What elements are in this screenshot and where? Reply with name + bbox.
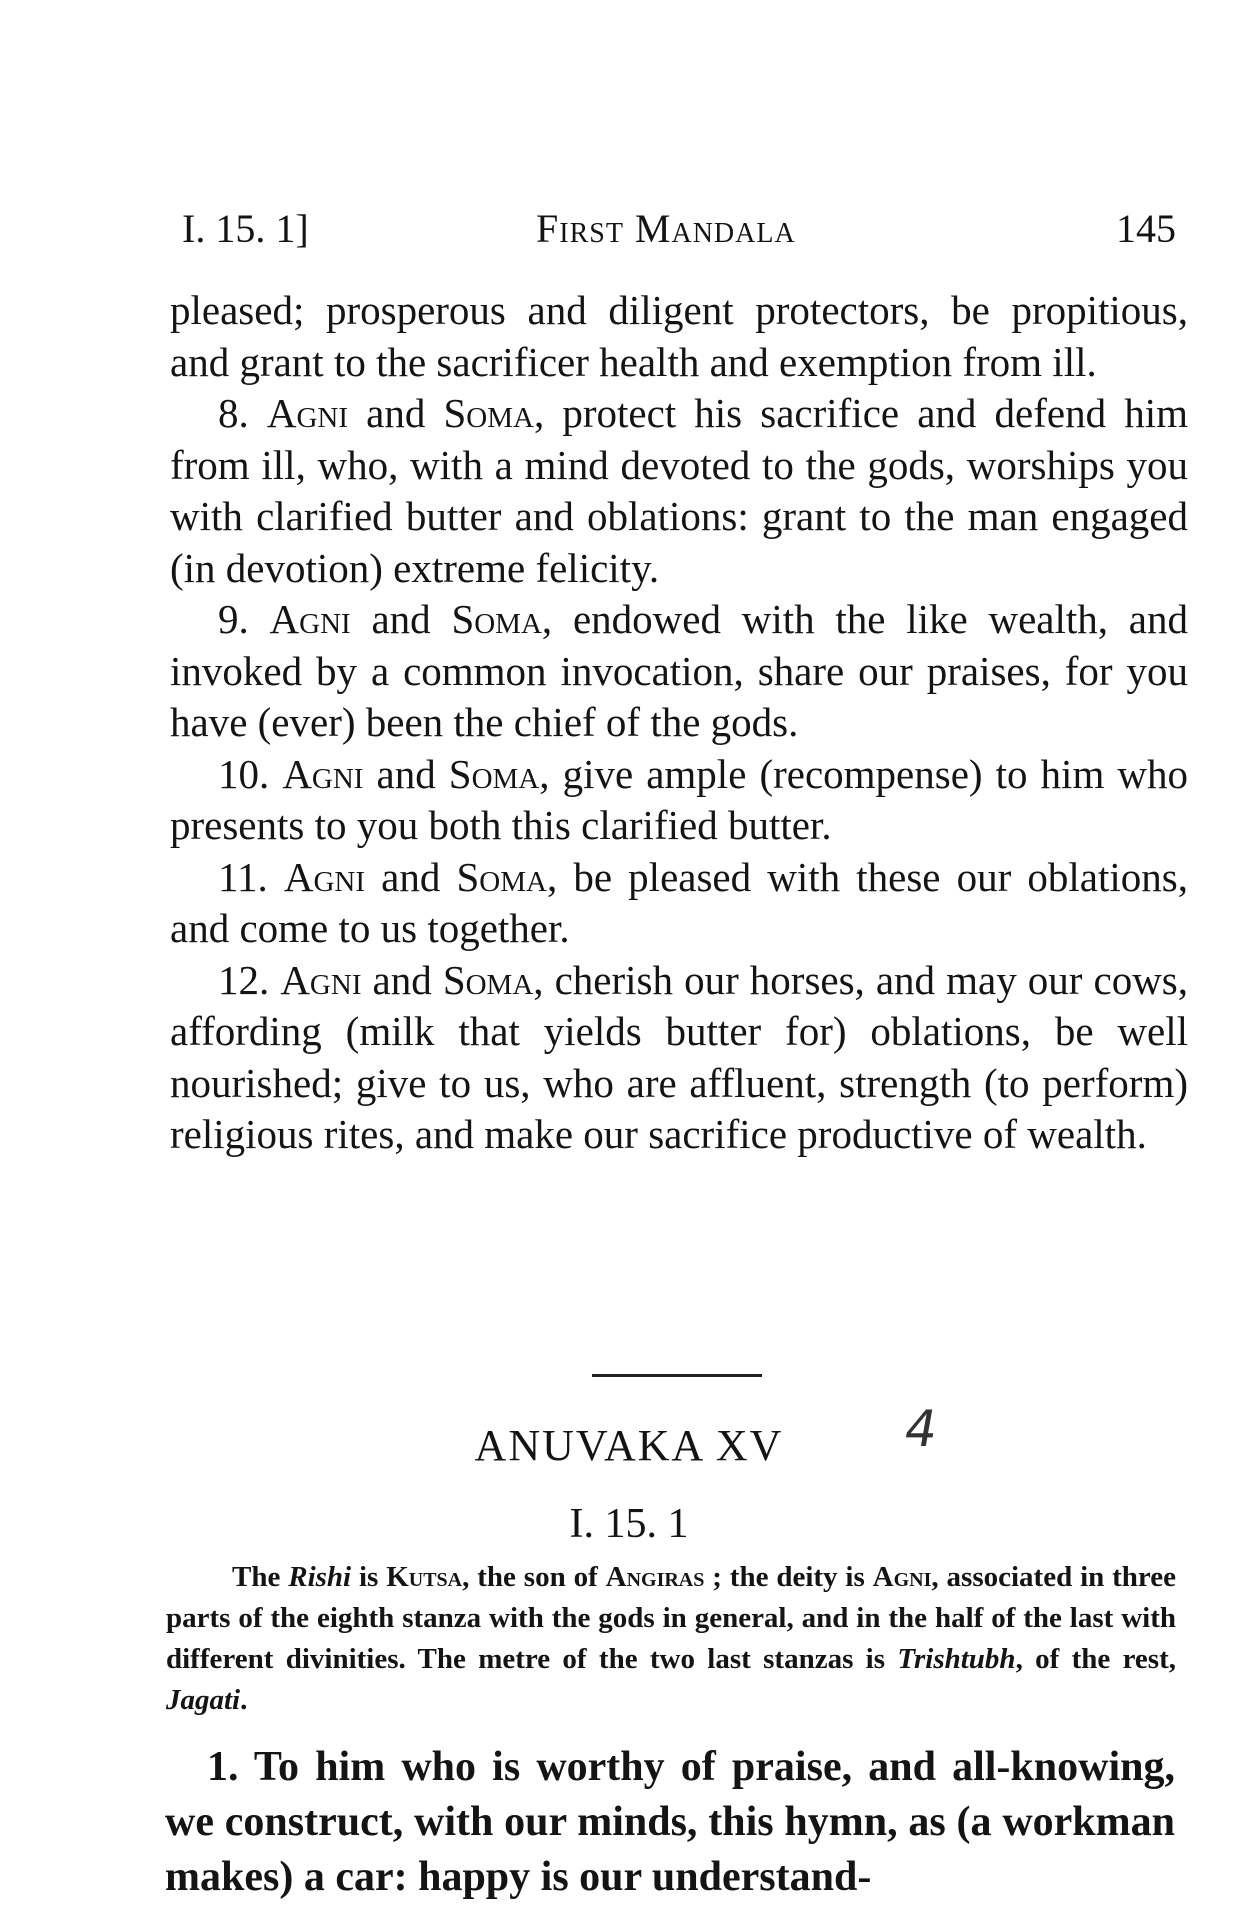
main-text	[170, 285, 1188, 1161]
verse-1: 1. To him who is worthy of praise, and all-knowing, we construct, with our minds, this hymn, as (a workman makes) a car: happy is our understand-	[165, 1744, 1175, 1900]
handwritten-margin-note: 4	[899, 1400, 942, 1458]
page-number: 145	[1116, 206, 1176, 251]
hymn-introduction: The Rishi is Kutsa, the son of Angiras ; the deity is Agni, associated in three parts of the eighth stanza with the gods in general, and in the half of the last with different divinities. The metre of the two last stanzas is Trishtubh, of the rest, Jagati.	[166, 1561, 1177, 1716]
verse-9: 9. Agni and Soma, endowed with the like wealth, and invoked by a common invocation, share our praises, for you have (ever) been the chief of the gods.	[170, 596, 1189, 745]
verse-12: 12. Agni and Soma, cherish our horses, and may our cows, affording (milk that yields butter for) oblations, be well nourished; give to us, who are affluent, strength (to perform) religious rites, and make our sacrifice productive of wealth.	[170, 956, 1189, 1157]
verse-10: 10. Agni and Soma, give ample (recompense) to him who presents to you both this clarified butter.	[170, 750, 1188, 848]
verse-11: 11. Agni and Soma, be pleased with these our oblations, and come to us together.	[170, 853, 1188, 951]
section-divider	[592, 1374, 762, 1377]
verse-8: 8. Agni and Soma, protect his sacrifice and defend him from ill, who, with a mind devoted to the gods, worships you with clarified butter and oblations: grant to the man engaged (in devotion) extreme felicity.	[170, 390, 1189, 591]
running-head-reference: I. 15. 1]	[182, 206, 309, 251]
page-header	[182, 205, 1176, 265]
paragraph-continuation: pleased; prosperous and diligent protectors, be propitious, and grant to the sacrificer health and exemption from ill.	[170, 287, 1188, 385]
running-head-title: First Mandala	[536, 206, 796, 251]
section-title: ANUVAKA XV	[474, 1421, 784, 1470]
hymn-reference: I. 15. 1	[569, 1501, 689, 1547]
